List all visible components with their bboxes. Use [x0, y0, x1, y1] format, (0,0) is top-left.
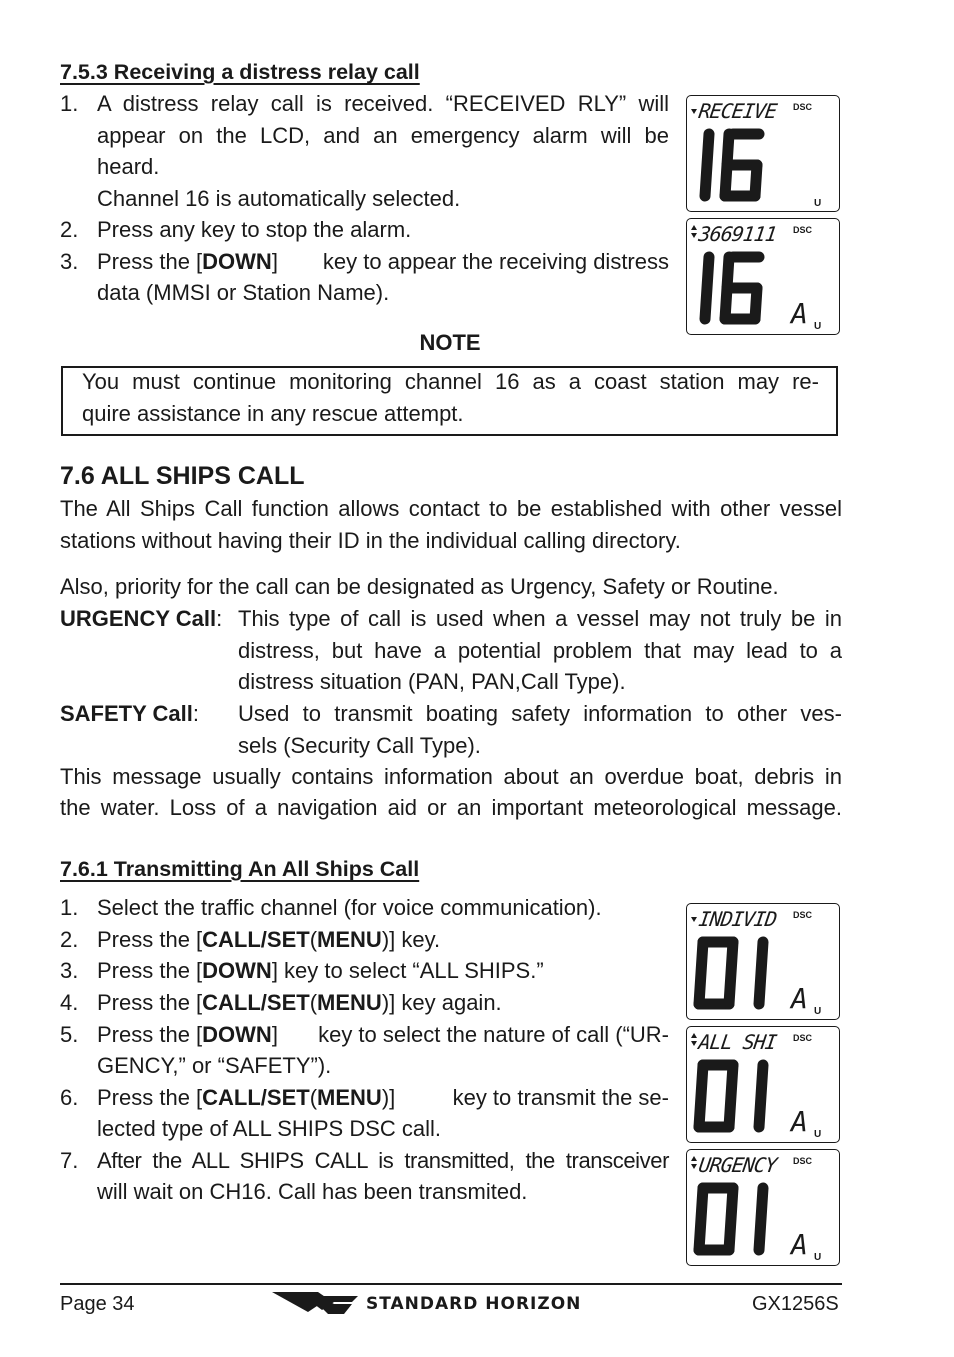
- step-text: [97, 247, 669, 277]
- paragraph: This message usually contains information about an overdue boat, debris in: [60, 764, 842, 789]
- lcd-channel-digit: [699, 1188, 733, 1250]
- step-text: Press the [DOWN] key to select the nature of call (“UR-: [97, 1020, 669, 1050]
- step-number: 5.: [60, 1022, 79, 1047]
- lcd-display-receive: [686, 95, 840, 212]
- lcd-graphic: [687, 219, 838, 333]
- lcd-graphic: [687, 1150, 838, 1264]
- definition-text: This type of call is used when a vessel may not truly be in: [238, 606, 842, 631]
- step-number: 4.: [60, 990, 79, 1015]
- step-text-rest: key to transmit the se-: [452, 1085, 669, 1110]
- paragraph: the water. Loss of a navigation aid or an important meteorological message.: [60, 795, 842, 820]
- brand-logo: [272, 1290, 632, 1318]
- lcd-channel-digit: [725, 257, 759, 319]
- step-text-rest: key to appear the receiving distress: [322, 249, 669, 274]
- lcd-graphic: [687, 1027, 838, 1141]
- step-number: 6.: [60, 1085, 79, 1110]
- lcd-channel-digit: [705, 134, 709, 196]
- step-text: data (MMSI or Station Name).: [97, 280, 390, 305]
- definition-term: SAFETY Call:: [60, 701, 199, 726]
- lcd-top-text: ALL SHI: [697, 1030, 778, 1054]
- section-heading-7-5-3: 7.5.3 Receiving a distress relay call: [60, 60, 420, 84]
- step-text: Press the [CALL/SET(MENU)] key again.: [97, 990, 502, 1015]
- step-number: 3.: [60, 958, 79, 983]
- lcd-dsc-label: DSC: [793, 225, 813, 235]
- lcd-channel-digit: [699, 942, 733, 1004]
- section-heading-7-6: 7.6 ALL SHIPS CALL: [60, 462, 305, 490]
- lcd-top-text: INDIVID: [697, 907, 778, 931]
- note-text: You must continue monitoring channel 16 as a coast station may re-: [82, 369, 819, 394]
- lcd-display-mmsi: [686, 218, 840, 335]
- step-text: Select the traffic channel (for voice communication).: [97, 895, 602, 920]
- lcd-scroll-arrow-icon: [691, 225, 697, 238]
- step-number: 2.: [60, 927, 79, 952]
- lcd-graphic: [687, 96, 838, 210]
- step-text: Channel 16 is automatically selected.: [97, 186, 461, 211]
- lcd-top-text: URGENCY: [697, 1153, 778, 1177]
- step-text-rest: key to select the nature of call (“UR-: [318, 1022, 669, 1047]
- step-text: lected type of ALL SHIPS DSC call.: [97, 1116, 442, 1141]
- note-title: NOTE: [419, 330, 481, 355]
- footer-rule: [60, 1283, 842, 1285]
- lcd-u-indicator: U: [814, 198, 822, 209]
- note-text: quire assistance in any rescue attempt.: [82, 401, 464, 426]
- lcd-display-all-ships: [686, 1026, 840, 1143]
- lcd-channel-digit: [705, 257, 709, 319]
- step-text-prefix: Press the [DOWN]: [97, 249, 278, 274]
- definition-text: Used to transmit boating safety information to other ves-: [238, 701, 842, 726]
- paragraph: The All Ships Call function allows contact to be established with other vessel: [60, 496, 842, 521]
- step-text: A distress relay call is received. “RECEIVED RLY” will: [97, 91, 669, 116]
- lcd-display-individ: [686, 903, 840, 1020]
- lcd-scroll-arrow-icon: [691, 917, 697, 922]
- definition-term: URGENCY Call:: [60, 606, 223, 631]
- section-heading-7-6-1: 7.6.1 Transmitting An All Ships Call: [60, 857, 420, 881]
- lcd-dsc-label: DSC: [793, 1033, 813, 1043]
- page-number: Page 34: [60, 1293, 135, 1315]
- lcd-top-text: 3669111: [697, 222, 778, 246]
- step-number: 1.: [60, 895, 79, 920]
- lcd-graphic: [687, 904, 838, 1018]
- key-down: DOWN: [202, 249, 272, 274]
- lcd-suffix-letter: A: [791, 982, 808, 1015]
- lcd-display-urgency: [686, 1149, 840, 1266]
- step-text: Press any key to stop the alarm.: [97, 217, 412, 242]
- step-text: appear on the LCD, and an emergency alarm will be: [97, 123, 669, 148]
- step-number: 2.: [60, 217, 79, 242]
- step-text: After the ALL SHIPS CALL is transmitted, the transceiver: [97, 1148, 669, 1173]
- lcd-dsc-label: DSC: [793, 102, 813, 112]
- definition-text: distress situation (PAN, PAN,Call Type).: [238, 669, 626, 694]
- step-number: 7.: [60, 1148, 79, 1173]
- paragraph: stations without having their ID in the individual calling directory.: [60, 528, 681, 553]
- lcd-scroll-arrow-icon: [691, 109, 697, 114]
- lcd-suffix-letter: A: [791, 1105, 808, 1138]
- lcd-channel-digit: [759, 1065, 763, 1127]
- lcd-channel-digit: [699, 1065, 733, 1127]
- step-text: will wait on CH16. Call has been transmited.: [97, 1179, 528, 1204]
- lcd-u-indicator: U: [814, 321, 822, 332]
- step-number: 3.: [60, 249, 79, 274]
- lcd-u-indicator: U: [814, 1252, 822, 1263]
- lcd-channel-digit: [759, 942, 763, 1004]
- model-number: GX1256S: [752, 1293, 839, 1315]
- lcd-channel-digit: [725, 134, 759, 196]
- definition-text: distress, but have a potential problem that may lead to a: [238, 638, 842, 663]
- lcd-u-indicator: U: [814, 1006, 822, 1017]
- step-text: GENCY,” or “SAFETY”).: [97, 1053, 332, 1078]
- brand-logo-text: STANDARD HORIZON: [366, 1294, 582, 1314]
- step-text: Press the [DOWN] key to select “ALL SHIPS.”: [97, 958, 544, 983]
- paragraph: Also, priority for the call can be designated as Urgency, Safety or Routine.: [60, 574, 779, 599]
- lcd-scroll-arrow-icon: [691, 1156, 697, 1169]
- lcd-suffix-letter: A: [791, 1228, 808, 1261]
- lcd-dsc-label: DSC: [793, 1156, 813, 1166]
- definition-text: sels (Security Call Type).: [238, 733, 481, 758]
- lcd-dsc-label: DSC: [793, 910, 813, 920]
- lcd-suffix-letter: A: [791, 297, 808, 330]
- lcd-top-text: RECEIVE: [697, 99, 778, 123]
- step-text: Press the [CALL/SET(MENU)] key.: [97, 927, 441, 952]
- step-text: heard.: [97, 154, 160, 179]
- step-number: 1.: [60, 91, 79, 116]
- step-text: Press the [CALL/SET(MENU)] key to transmit the se-: [97, 1083, 669, 1113]
- lcd-channel-digit: [759, 1188, 763, 1250]
- lcd-scroll-arrow-icon: [691, 1033, 697, 1046]
- brand-logo-mark: [272, 1290, 362, 1318]
- lcd-u-indicator: U: [814, 1129, 822, 1140]
